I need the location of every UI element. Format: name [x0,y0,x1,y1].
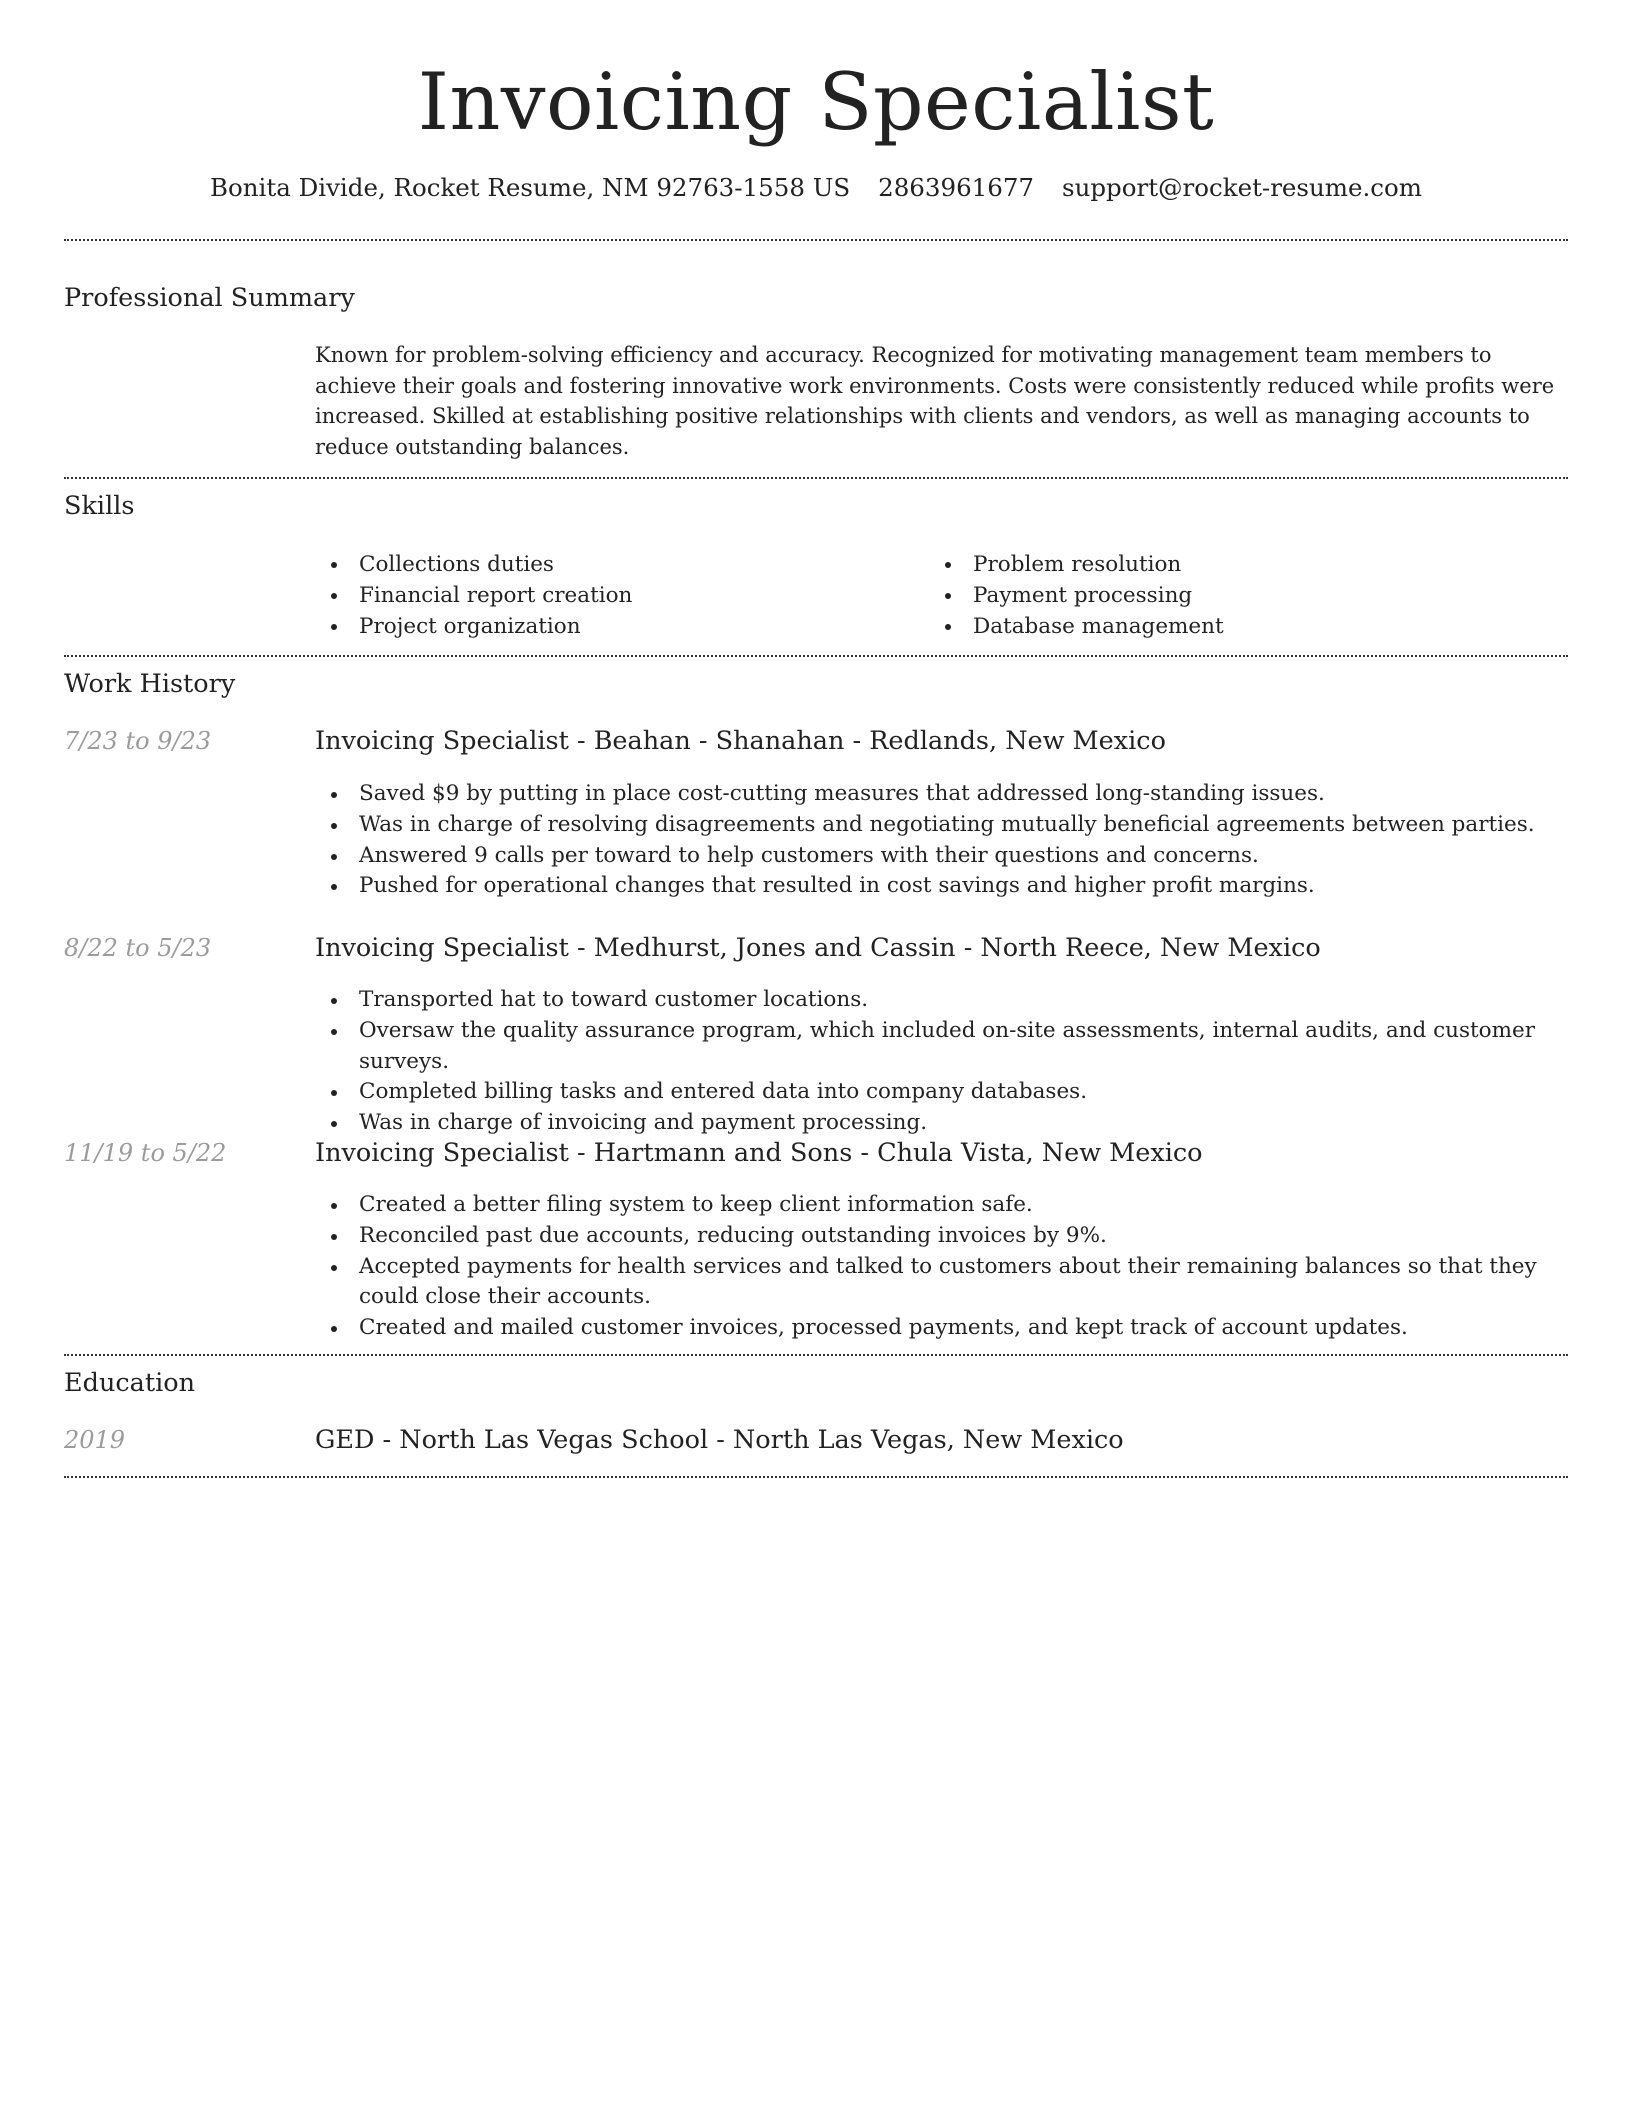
job-bullet: Transported hat to toward customer locations. [315,985,1568,1016]
skills-list-left [315,549,915,642]
section-divider [64,1476,1568,1478]
job-dates: 7/23 to 9/23 [64,727,212,755]
job-bullet: Saved $9 by putting in place cost-cutting measures that addressed long-standing issues. [315,779,1568,810]
job-bullets [315,779,1568,902]
job-bullet: Accepted payments for health services and talked to customers about their remaining balances so that they could close their accounts. [315,1252,1568,1314]
section-divider [64,477,1568,479]
section-divider [64,239,1568,241]
skill-item: Problem resolution [929,549,1529,580]
job-bullet: Oversaw the quality assurance program, which included on-site assessments, internal audits, and customer surveys. [315,1016,1568,1078]
job-dates: 11/19 to 5/22 [64,1139,227,1167]
skill-item: Collections duties [315,549,915,580]
skill-item: Payment processing [929,580,1529,611]
job-bullet: Created a better filing system to keep client information safe. [315,1190,1568,1221]
skill-item: Financial report creation [315,580,915,611]
job-bullet: Reconciled past due accounts, reducing outstanding invoices by 9%. [315,1221,1568,1252]
job-heading: Invoicing Specialist - Beahan - Shanahan - Redlands, New Mexico [315,726,1166,756]
job-bullets [315,1190,1568,1344]
job-bullet: Completed billing tasks and entered data into company databases. [315,1077,1568,1108]
skill-item: Project organization [315,611,915,642]
education-heading-line: GED - North Las Vegas School - North Las Vegas, New Mexico [315,1425,1124,1455]
contact-phone: 2863961677 [878,173,1035,202]
job-bullet: Pushed for operational changes that resulted in cost savings and higher profit margins. [315,871,1568,902]
skills-list-right [929,549,1529,642]
summary-heading: Professional Summary [64,283,355,313]
job-bullet: Created and mailed customer invoices, processed payments, and kept track of account updates. [315,1313,1568,1344]
contact-line [0,170,1632,206]
education-heading: Education [64,1368,196,1398]
job-bullet: Answered 9 calls per toward to help customers with their questions and concerns. [315,841,1568,872]
job-bullet: Was in charge of invoicing and payment processing. [315,1108,1568,1139]
skill-item: Database management [929,611,1529,642]
job-dates: 8/22 to 5/23 [64,934,212,962]
resume-name: Invoicing Specialist [417,56,1215,148]
contact-email[interactable]: support@rocket-resume.com [1062,173,1422,202]
skills-heading: Skills [64,491,135,521]
job-bullets [315,985,1568,1139]
section-divider [64,1354,1568,1356]
job-bullet: Was in charge of resolving disagreements and negotiating mutually beneficial agreements between parties. [315,810,1568,841]
section-divider [64,655,1568,657]
job-heading: Invoicing Specialist - Medhurst, Jones and Cassin - North Reece, New Mexico [315,933,1321,963]
summary-text: Known for problem-solving efficiency and accuracy. Recognized for motivating management team members to achieve their goals and fostering innovative work environments. Costs were consistently reduced while profits were increased. Skilled at establishing positive relationships with clients and vendors, as well as managing accounts to reduce outstanding balances. [315,343,1555,460]
contact-address: Bonita Divide, Rocket Resume, NM 92763-1558 US [210,173,851,202]
education-year: 2019 [64,1426,126,1454]
work-history-heading: Work History [64,669,236,699]
job-heading: Invoicing Specialist - Hartmann and Sons - Chula Vista, New Mexico [315,1138,1203,1168]
